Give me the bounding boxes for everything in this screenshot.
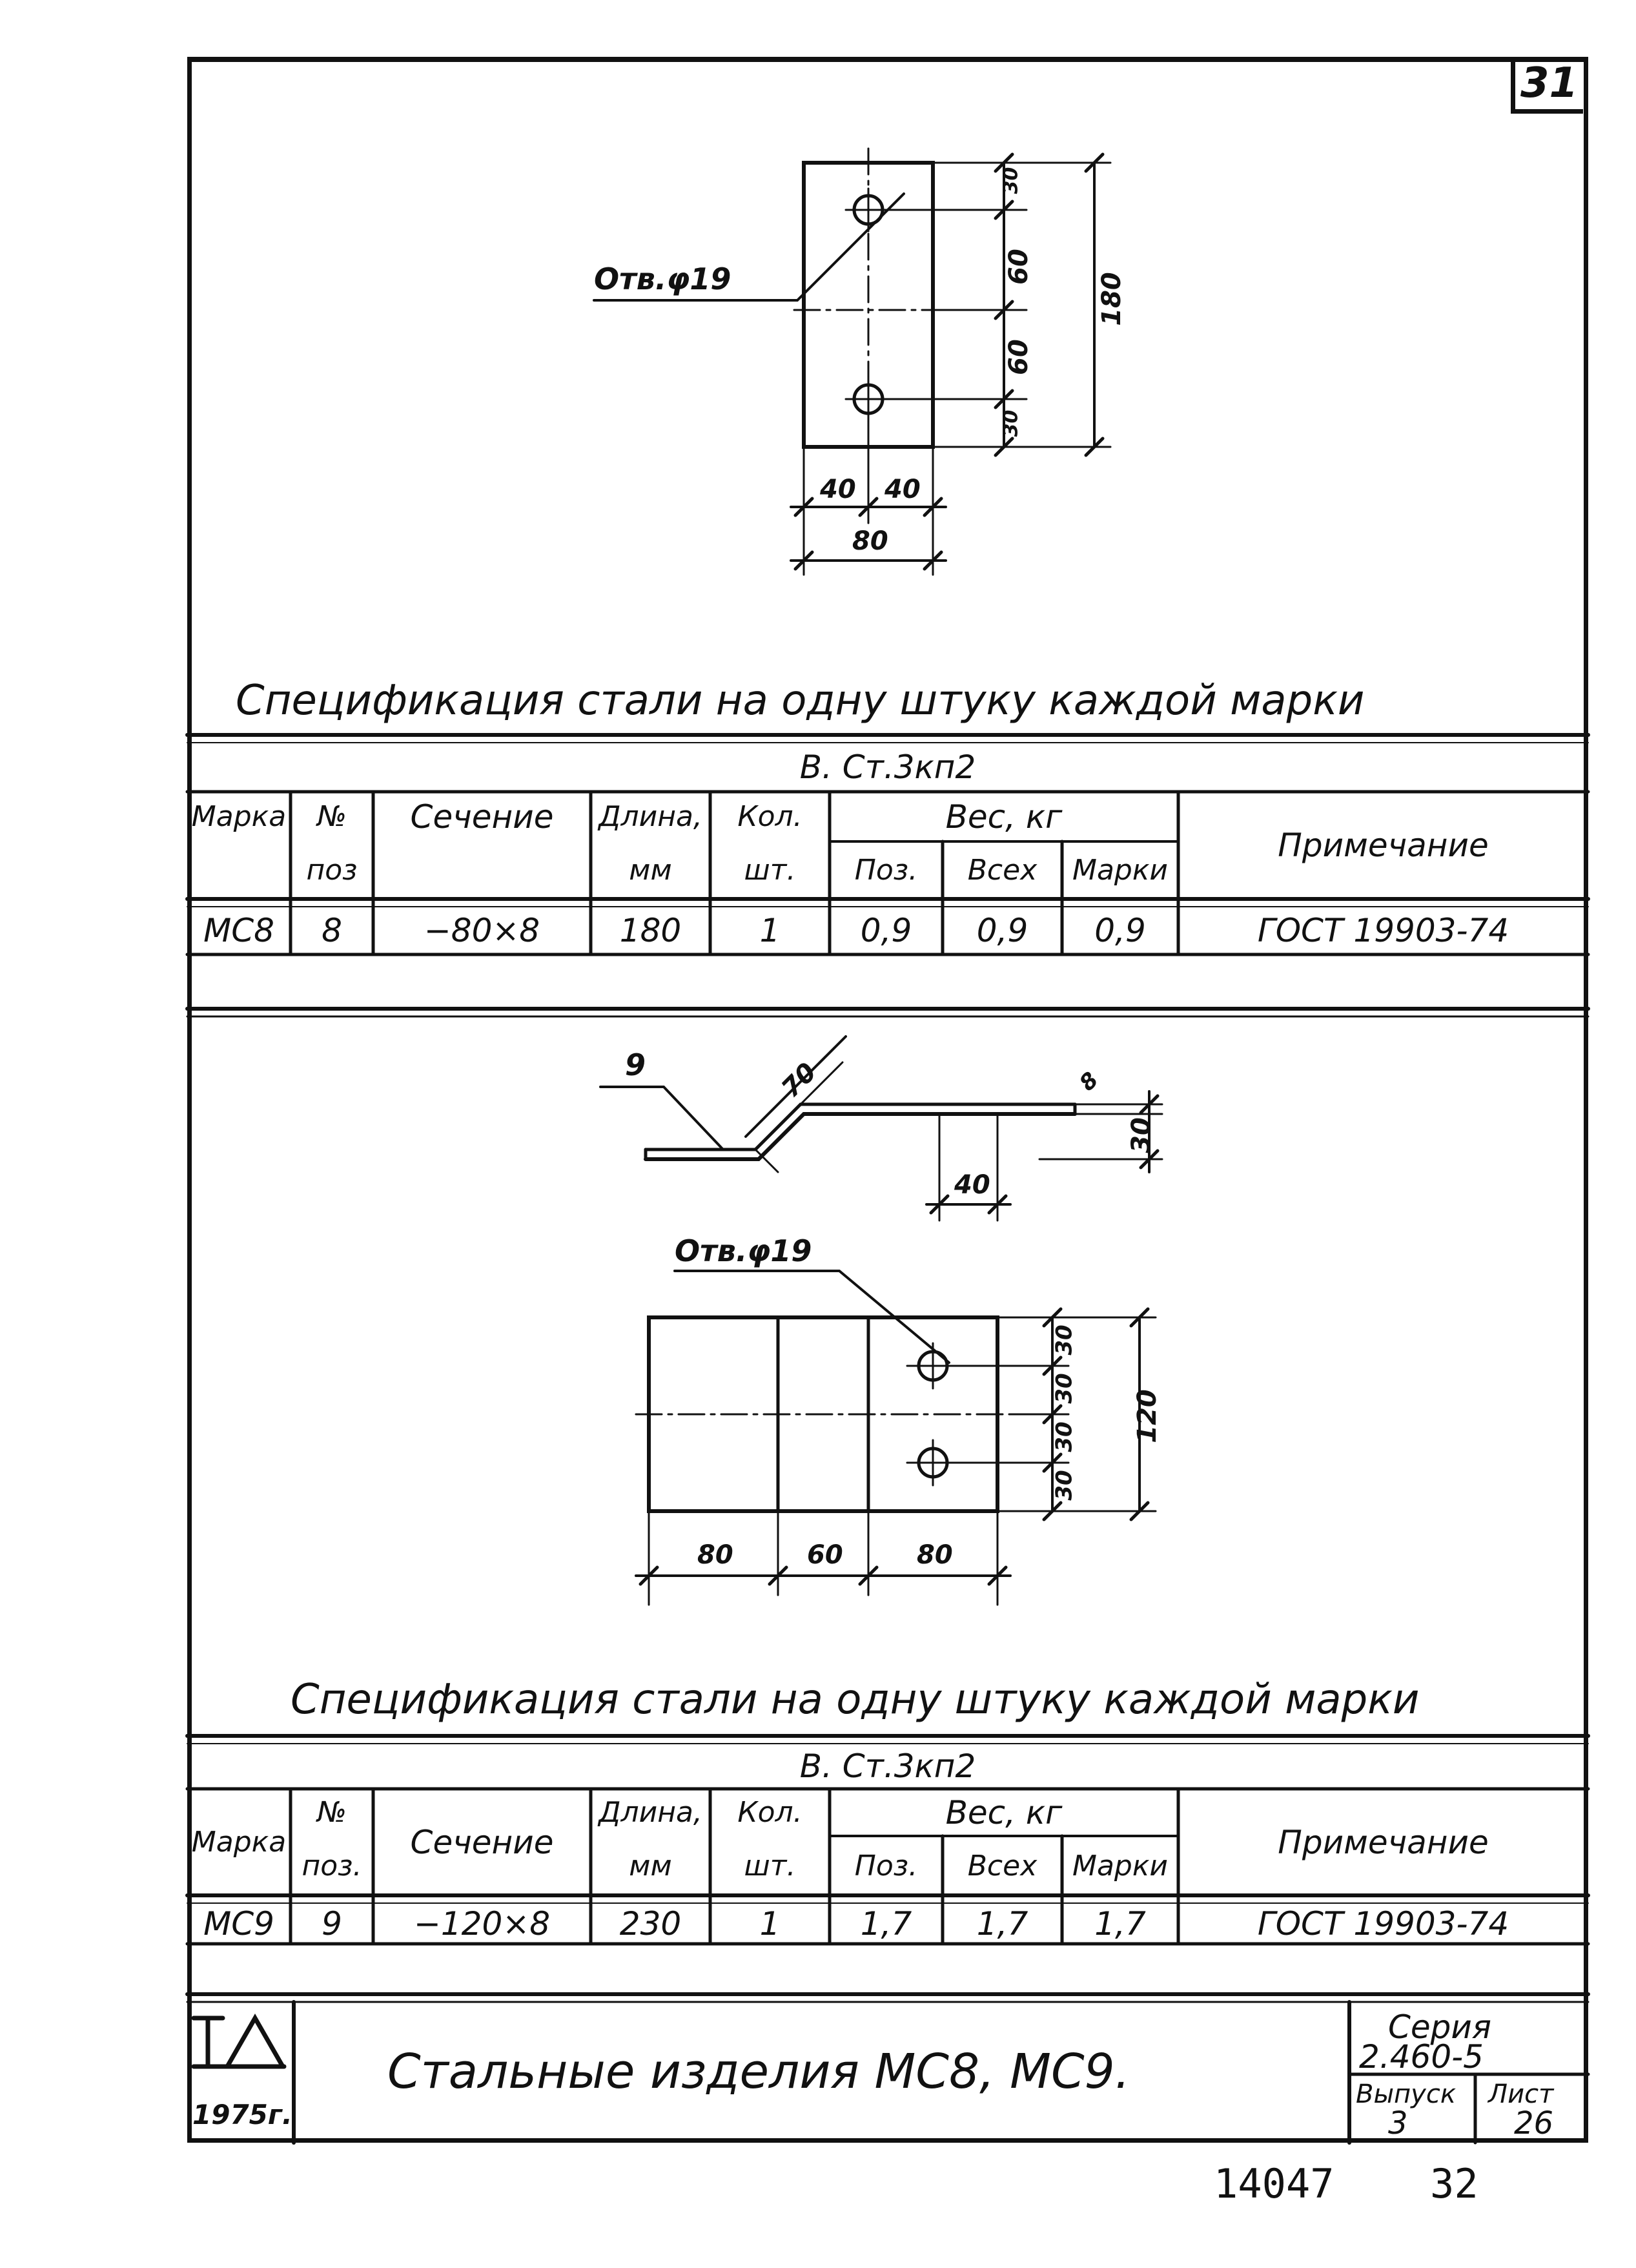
- spec-1-h-sechenie: Сечение: [410, 798, 554, 836]
- spec-2-h-sht: шт.: [744, 1849, 796, 1882]
- spec-1-sechenie: −80×8: [424, 912, 540, 949]
- seria-label: Серия: [1388, 2008, 1491, 2046]
- page-number: 31: [1511, 57, 1583, 114]
- dim-v30-c: 30: [1051, 1421, 1078, 1452]
- spec-1-h-vseh: Всех: [967, 854, 1038, 887]
- spec-1-dlina: 180: [619, 912, 682, 949]
- spec-1-weight-poz: 0,9: [860, 912, 912, 949]
- dim-180: 180: [1096, 272, 1127, 326]
- spec-2-note: ГОСТ 19903-74: [1257, 1904, 1509, 1943]
- spec-1-h-poz-weight: Поз.: [854, 854, 918, 887]
- spec-2-h-mm: мм: [629, 1849, 672, 1882]
- dim-60-a: 60: [1003, 249, 1034, 285]
- spec-1-h-dlina: Длина,: [598, 800, 702, 833]
- part-label-9: 9: [625, 1047, 646, 1082]
- spec-1-h-sht: шт.: [744, 854, 796, 887]
- spec-2-h-note: Примечание: [1278, 1823, 1489, 1861]
- dim-70: 70: [775, 1057, 823, 1104]
- dim-40-a: 40: [820, 475, 856, 504]
- spec-1-h-kol: Кол.: [737, 800, 803, 833]
- spec-2-kol: 1: [759, 1904, 781, 1943]
- spec-1-note: ГОСТ 19903-74: [1257, 912, 1509, 949]
- dim-v30-d: 30: [1051, 1470, 1078, 1501]
- drawing-title: Стальные изделия МС8, МС9.: [387, 2044, 1130, 2099]
- list-label: Лист: [1488, 2079, 1554, 2109]
- spec-1-marka: МС8: [203, 912, 274, 949]
- dim-h80-a: 80: [697, 1540, 733, 1570]
- spec-2-h-marki: Марки: [1072, 1849, 1169, 1882]
- seria-number: 2.460-5: [1359, 2038, 1484, 2076]
- inventory-number: 14047: [1214, 2160, 1334, 2207]
- dim-v30-b: 30: [1051, 1373, 1078, 1404]
- spec-2-poz: 9: [322, 1904, 342, 1943]
- dim-h80-b: 80: [917, 1540, 953, 1570]
- list-number: 26: [1514, 2105, 1554, 2141]
- spec-2-h-poz-weight: Поз.: [854, 1849, 918, 1882]
- hole-callout-2: Отв.φ19: [675, 1233, 812, 1268]
- spec-2-h-dlina: Длина,: [598, 1796, 702, 1829]
- dim-30-bottom: 30: [999, 409, 1023, 437]
- dim-120: 120: [1132, 1389, 1162, 1443]
- hole-callout-1: Отв.φ19: [594, 262, 731, 296]
- spec-1-h-ves: Вес, кг: [945, 798, 1063, 836]
- spec-2-steel-grade: В. Ст.3кп2: [799, 1747, 976, 1785]
- dim-30-top: 30: [999, 167, 1023, 194]
- spec-2-weight-vseh: 1,7: [976, 1904, 1028, 1943]
- spec-1-h-note: Примечание: [1278, 827, 1489, 864]
- td-logo: [191, 2008, 288, 2073]
- spec-2-title: Спецификация стали на одну штуку каждой марки: [291, 1676, 1420, 1724]
- dim-40-b: 40: [884, 475, 921, 504]
- spec-1-poz: 8: [322, 912, 342, 949]
- spec-2-h-poz: поз.: [302, 1849, 362, 1882]
- dim-40-side: 40: [954, 1170, 990, 1200]
- spec-1-h-num: №: [317, 800, 347, 833]
- dim-8: 8: [1074, 1067, 1104, 1097]
- dim-30-side: 30: [1126, 1117, 1156, 1153]
- vypusk-label: Выпуск: [1356, 2079, 1456, 2109]
- dim-80: 80: [852, 526, 888, 556]
- spec-2-h-ves: Вес, кг: [945, 1793, 1063, 1831]
- spec-1-h-poz: поз: [306, 854, 358, 887]
- spec-1-steel-grade: В. Ст.3кп2: [799, 748, 976, 786]
- spec-2-sechenie: −120×8: [413, 1904, 551, 1943]
- dim-60-b: 60: [1003, 339, 1034, 375]
- dim-v30-a: 30: [1051, 1325, 1078, 1356]
- spec-1-weight-vseh: 0,9: [976, 912, 1028, 949]
- spec-1-kol: 1: [759, 912, 781, 949]
- spec-1-title: Спецификация стали на одну штуку каждой марки: [236, 677, 1365, 725]
- spec-2-h-sechenie: Сечение: [410, 1823, 554, 1861]
- dim-h60: 60: [807, 1540, 843, 1570]
- spec-2-weight-marki: 1,7: [1094, 1904, 1146, 1943]
- vypusk-number: 3: [1388, 2105, 1408, 2141]
- spec-2-h-kol: Кол.: [737, 1796, 803, 1829]
- spec-2-h-vseh: Всех: [967, 1849, 1038, 1882]
- spec-1-h-marka: Марка: [191, 800, 287, 833]
- spec-1-h-marki: Марки: [1072, 854, 1169, 887]
- plate-mc9-drawing: [600, 1036, 1162, 1605]
- td-logo-text: [191, 2008, 192, 2009]
- year: 1975г.: [192, 2099, 292, 2130]
- spec-2-dlina: 230: [619, 1904, 682, 1943]
- spec-2-h-num: №: [317, 1796, 347, 1829]
- spec-1-weight-marki: 0,9: [1094, 912, 1146, 949]
- spec-2-weight-poz: 1,7: [860, 1904, 912, 1943]
- spec-2-marka: МС9: [203, 1904, 274, 1943]
- spec-1-h-mm: мм: [629, 854, 672, 887]
- footer-page-number: 32: [1430, 2160, 1478, 2207]
- spec-2-h-marka: Марка: [191, 1826, 287, 1859]
